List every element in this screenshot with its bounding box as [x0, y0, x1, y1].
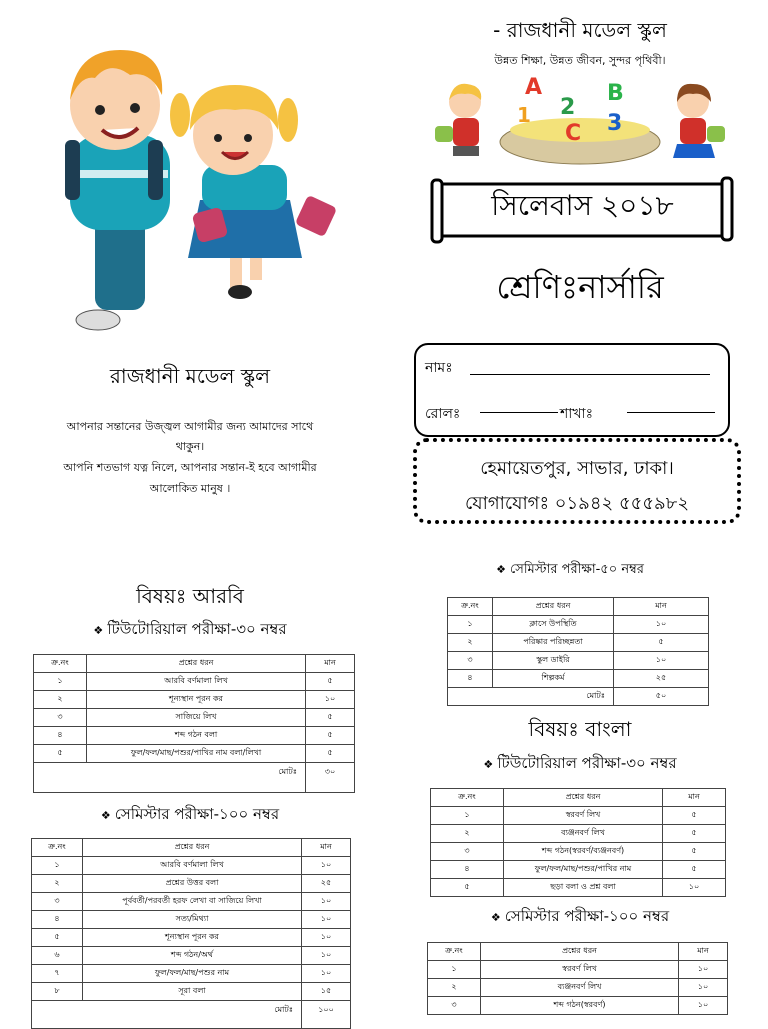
- table-cell: শব্দ গঠন(স্বরবর্ণ): [481, 997, 679, 1015]
- table-row: [448, 616, 709, 634]
- table-cell: মোটঃ: [34, 763, 306, 793]
- table-cell: শূন্যস্থান পূরন কর: [87, 691, 306, 709]
- table-row: [448, 652, 709, 670]
- section-field-line[interactable]: [627, 412, 715, 413]
- table-cell: ২: [428, 979, 481, 997]
- table-cell: সত্য/মিথ্যা: [83, 911, 302, 929]
- table-cell: ৫: [32, 929, 83, 947]
- name-label: নামঃ: [425, 360, 453, 376]
- table-cell: স্বরবর্ণ লিখ: [481, 961, 679, 979]
- table-cell: ২৫: [302, 875, 351, 893]
- diamond-bullet-icon: ❖: [490, 911, 501, 924]
- table-row: [428, 997, 728, 1015]
- table-row: [32, 911, 351, 929]
- table-cell: ৫: [663, 861, 726, 879]
- abc-illustration: [425, 72, 735, 182]
- table-cell: ১: [32, 857, 83, 875]
- table-cell: ৫: [431, 879, 504, 897]
- table-cell: ৫: [306, 745, 355, 763]
- table-cell: পরিষ্কার পরিচ্ছন্নতা: [493, 634, 614, 652]
- table-cell: ২: [448, 634, 493, 652]
- table-cell: ১০: [302, 857, 351, 875]
- table-cell: আরবি বর্ণমালা লিখ: [87, 673, 306, 691]
- bangla-semester-table: [427, 942, 728, 1015]
- bangla-tutorial-heading: ❖ টিউটোরিয়াল পরীক্ষা-৩০ নম্বর: [483, 754, 677, 772]
- table-cell: ১০: [302, 893, 351, 911]
- table-cell: ১০: [302, 965, 351, 983]
- table-cell: ৫: [34, 745, 87, 763]
- girl-figure: [170, 85, 337, 299]
- table-cell: ফুল/ফল/মাছ/পশুর নাম: [83, 965, 302, 983]
- table-cell: ক্লাসে উপস্থিতি: [493, 616, 614, 634]
- bangla-semester-heading: ❖ সেমিস্টার পরীক্ষা-১০০ নম্বর: [490, 907, 670, 925]
- digit-1: 1: [517, 103, 531, 127]
- table-row: [34, 673, 355, 691]
- table-cell: ফুল/ফল/মাছ/পশুর/পাখির নাম বলা/লিখা: [87, 745, 306, 763]
- table-cell: মোটঃ: [448, 688, 614, 706]
- total-row: [448, 688, 709, 706]
- table-cell: সাজিয়ে লিখ: [87, 709, 306, 727]
- table-cell: ২: [34, 691, 87, 709]
- table-cell: ২৫: [614, 670, 709, 688]
- letter-c: C: [565, 121, 582, 146]
- table-row: [428, 979, 728, 997]
- syllabus-title: সিলেবাস ২০১৮: [491, 189, 674, 222]
- digit-2: 2: [560, 95, 576, 120]
- table-cell: ২: [32, 875, 83, 893]
- table-cell: ১০: [614, 616, 709, 634]
- table-cell: ১০: [679, 997, 728, 1015]
- table-cell: ৫: [306, 709, 355, 727]
- col-serial: ক্র.নং: [34, 655, 87, 673]
- table-cell: ৫: [306, 673, 355, 691]
- table-cell: প্রশ্নের উত্তর বলা: [83, 875, 302, 893]
- table-cell: ১০: [679, 961, 728, 979]
- table-cell: ৩: [34, 709, 87, 727]
- table-cell: ১: [431, 807, 504, 825]
- class-title: শ্রেণিঃনার্সারি: [496, 268, 664, 306]
- table-header-cell: মান: [302, 839, 351, 857]
- table-row: [32, 929, 351, 947]
- table-row: [34, 727, 355, 745]
- table-cell: ১: [428, 961, 481, 979]
- table-cell: ৩: [32, 893, 83, 911]
- table-row: [32, 965, 351, 983]
- table-cell: ব্যঞ্জনবর্ণ লিখ: [481, 979, 679, 997]
- arabic-semester-table: [31, 838, 351, 1029]
- bangla-tutorial-table: [430, 788, 726, 897]
- table-row: [32, 947, 351, 965]
- col-question: প্রশ্নের ধরন: [87, 655, 306, 673]
- table-cell: ১০: [302, 947, 351, 965]
- table-cell: ৩: [448, 652, 493, 670]
- table-row: [448, 634, 709, 652]
- table-cell: স্কুল ডাইরি: [493, 652, 614, 670]
- table-cell: ৪: [34, 727, 87, 745]
- digit-3: 3: [607, 111, 623, 136]
- table-cell: শব্দ গঠন/অর্থ: [83, 947, 302, 965]
- message-line-1: আপনার সন্তানের উজ্জ্বল আগামীর জন্য আমাদের সাথে: [66, 420, 314, 433]
- total-row: [34, 763, 355, 793]
- table-cell: আরবি বর্ণমালা লিখ: [83, 857, 302, 875]
- table-cell: ১০: [302, 911, 351, 929]
- table-cell: ৫: [663, 843, 726, 861]
- total-row: [32, 1001, 351, 1029]
- table-cell: ৫: [663, 825, 726, 843]
- table-cell: শব্দ গঠন বলা: [87, 727, 306, 745]
- roll-field-line[interactable]: [480, 412, 558, 413]
- table-row: [32, 983, 351, 1001]
- message-line-4: আলোকিত মানুষ ।: [149, 482, 231, 495]
- children-illustration: [40, 30, 340, 340]
- arabic-tutorial-table: [33, 654, 355, 793]
- table-cell: ৫০: [614, 688, 709, 706]
- tagline: উন্নত শিক্ষা, উন্নত জীবন, সুন্দর পৃথিবী।: [494, 54, 666, 67]
- table-header-cell: মান: [614, 598, 709, 616]
- table-row: [34, 745, 355, 763]
- table-cell: ১০: [614, 652, 709, 670]
- table-cell: ফুল/ফল/মাছ/পশুর/পাখির নাম: [504, 861, 663, 879]
- table-cell: ৫: [663, 807, 726, 825]
- table-cell: ৫: [614, 634, 709, 652]
- roll-label: রোলঃ: [425, 406, 461, 422]
- table-cell: ১: [448, 616, 493, 634]
- table-cell: পূর্ববর্তী/পরবর্তী হরফ লেখা বা সাজিয়ে লিখা: [83, 893, 302, 911]
- semester50-heading: ❖ সেমিস্টার পরীক্ষা-৫০ নম্বর: [496, 562, 644, 577]
- boy-figure: [65, 50, 170, 330]
- address-text: হেমায়েতপুর, সাভার, ঢাকা।: [480, 458, 674, 479]
- col-marks: মান: [306, 655, 355, 673]
- table-header-cell: প্রশ্নের ধরন: [493, 598, 614, 616]
- table-cell: ৪: [448, 670, 493, 688]
- arabic-subject-title: বিষয়ঃ আরবি: [136, 584, 244, 608]
- table-row: [448, 670, 709, 688]
- table-cell: মোটঃ: [32, 1001, 302, 1029]
- table-cell: ৮: [32, 983, 83, 1001]
- table-row: [34, 691, 355, 709]
- letter-a: A: [525, 75, 543, 100]
- table-row: [431, 879, 726, 897]
- letter-b: B: [607, 81, 624, 106]
- table-cell: ৩০: [306, 763, 355, 793]
- table-cell: শব্দ গঠন(স্বরবর্ণ/ব্যঞ্জনবর্ণ): [504, 843, 663, 861]
- table-cell: ৪: [32, 911, 83, 929]
- table-cell: ছড়া বলা ও প্রশ্ন বলা: [504, 879, 663, 897]
- table-cell: ৩: [431, 843, 504, 861]
- diamond-bullet-icon: ❖: [483, 758, 494, 771]
- table-cell: ব্যঞ্জনবর্ণ লিখ: [504, 825, 663, 843]
- table-cell: স্বরবর্ণ লিখ: [504, 807, 663, 825]
- contact-text: যোগাযোগঃ ০১৯৪২ ৫৫৫৯৮২: [464, 493, 690, 514]
- table-header-cell: ক্র.নং: [448, 598, 493, 616]
- section-label: শাখাঃ: [560, 406, 594, 422]
- table-cell: শিল্পকর্ম: [493, 670, 614, 688]
- table-row: [34, 709, 355, 727]
- bangla-subject-title: বিষয়ঃ বাংলা: [528, 717, 632, 741]
- table-header-cell: মান: [663, 789, 726, 807]
- table-cell: ৬: [32, 947, 83, 965]
- table-row: [431, 861, 726, 879]
- table-row: [431, 807, 726, 825]
- table-cell: শূন্যস্থান পূরন কর: [83, 929, 302, 947]
- table-header-cell: ক্র.নং: [428, 943, 481, 961]
- diamond-bullet-icon: ❖: [100, 809, 111, 822]
- table-cell: ৫: [306, 727, 355, 745]
- left-school-name: রাজধানী মডেল স্কুল: [109, 364, 271, 388]
- table-cell: ২: [431, 825, 504, 843]
- arabic-semester-heading: ❖ সেমিস্টার পরীক্ষা-১০০ নম্বর: [100, 805, 280, 823]
- diamond-bullet-icon: ❖: [496, 563, 506, 576]
- message-line-2: থাকুন।: [175, 440, 205, 453]
- table-cell: ১: [34, 673, 87, 691]
- table-cell: সূরা বলা: [83, 983, 302, 1001]
- table-row: [32, 875, 351, 893]
- table-row: [431, 843, 726, 861]
- table-header-cell: মান: [679, 943, 728, 961]
- message-line-3: আপনি শতভাগ যত্ন নিলে, আপনার সন্তান-ই হবে আগামীর: [63, 461, 317, 474]
- table-cell: ১০০: [302, 1001, 351, 1029]
- table-header-cell: ক্র.নং: [431, 789, 504, 807]
- table-cell: ১০: [663, 879, 726, 897]
- diamond-bullet-icon: ❖: [93, 624, 104, 637]
- table-cell: ৭: [32, 965, 83, 983]
- table-header-cell: প্রশ্নের ধরন: [504, 789, 663, 807]
- semester50-table: [447, 597, 709, 706]
- table-cell: ১০: [306, 691, 355, 709]
- arabic-tutorial-heading: ❖ টিউটোরিয়াল পরীক্ষা-৩০ নম্বর: [93, 620, 287, 638]
- table-header-cell: প্রশ্নের ধরন: [83, 839, 302, 857]
- table-cell: ৪: [431, 861, 504, 879]
- table-cell: ১০: [302, 929, 351, 947]
- table-row: [428, 961, 728, 979]
- table-header-cell: ক্র.নং: [32, 839, 83, 857]
- table-row: [32, 893, 351, 911]
- name-field-line[interactable]: [470, 374, 710, 375]
- table-row: [431, 825, 726, 843]
- table-header-cell: প্রশ্নের ধরন: [481, 943, 679, 961]
- table-cell: ৩: [428, 997, 481, 1015]
- table-cell: ১০: [679, 979, 728, 997]
- table-cell: ১৫: [302, 983, 351, 1001]
- table-row: [32, 857, 351, 875]
- school-name-header: - রাজধানী মডেল স্কুল: [493, 18, 667, 42]
